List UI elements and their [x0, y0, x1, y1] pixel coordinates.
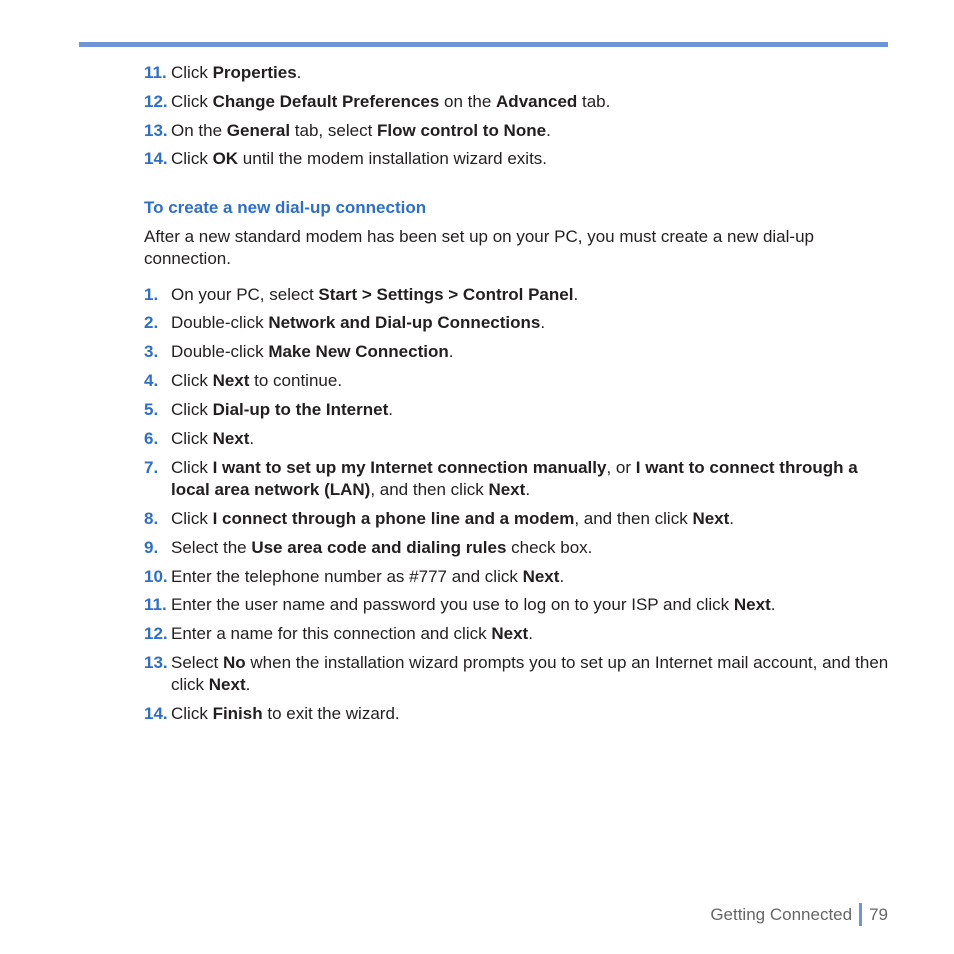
- step-text-segment: On your PC, select: [171, 285, 319, 304]
- step-text-segment: .: [573, 285, 579, 304]
- step-number: 11.: [144, 63, 167, 82]
- ui-term: No: [222, 653, 246, 672]
- ui-term: I want to connect through a local area network (LAN): [171, 458, 858, 499]
- top-rule: [79, 42, 888, 47]
- list-item: [144, 508, 889, 530]
- list-item: [144, 370, 889, 392]
- list-item: [144, 120, 889, 142]
- step-number: 11.: [144, 595, 167, 614]
- step-text-segment: until the modem installation wizard exits.: [238, 149, 548, 168]
- ui-term: I connect through a phone line and a modem: [212, 509, 575, 528]
- step-number: 7.: [144, 458, 159, 477]
- list-item: [144, 341, 889, 363]
- step-text-segment: on the: [439, 92, 497, 111]
- step-text-segment: Enter a name for this connection and click: [171, 624, 492, 643]
- list-item: [144, 428, 889, 450]
- ui-term: I want to set up my Internet connection manually: [212, 458, 607, 477]
- step-number: 14.: [144, 704, 168, 723]
- ui-term: Next: [522, 567, 560, 586]
- page-footer: [710, 903, 888, 926]
- step-number: 3.: [144, 342, 159, 361]
- step-number: 9.: [144, 538, 159, 557]
- ui-term: Dial-up to the Internet: [212, 400, 389, 419]
- step-text-segment: .: [729, 509, 735, 528]
- section-heading: To create a new dial-up connection: [144, 198, 427, 217]
- list-item: [144, 312, 889, 334]
- step-text-segment: to continue.: [249, 371, 343, 390]
- step-text-segment: .: [296, 63, 302, 82]
- step-text-segment: .: [525, 480, 531, 499]
- step-text-segment: Click: [171, 63, 213, 82]
- step-text-segment: , and then click: [370, 480, 489, 499]
- ui-term: General: [226, 121, 291, 140]
- list-item: [144, 457, 889, 501]
- list-item: [144, 566, 889, 588]
- step-text-segment: to exit the wizard.: [262, 704, 400, 723]
- step-text-segment: .: [546, 121, 551, 140]
- step-text: [171, 537, 889, 559]
- footer-section-title: Getting Connected: [710, 904, 853, 924]
- step-text: [171, 148, 889, 170]
- step-number: 10.: [144, 567, 168, 586]
- step-text: [171, 428, 889, 450]
- list-item: [144, 148, 889, 170]
- step-text: [171, 594, 889, 616]
- step-text-segment: Double-click: [171, 342, 269, 361]
- step-text-segment: tab.: [577, 92, 611, 111]
- step-text-segment: .: [540, 313, 546, 332]
- ui-term: Next: [488, 480, 526, 499]
- ui-term: OK: [212, 149, 239, 168]
- step-text-segment: Click: [171, 429, 213, 448]
- step-text: [171, 399, 889, 421]
- step-text-segment: when the installation wizard prompts you to set up an Internet mail account, and then click: [171, 653, 889, 694]
- list-item: [144, 399, 889, 421]
- page-number: 79: [869, 904, 888, 924]
- intro-paragraph: After a new standard modem has been set up on your PC, you must create a new dial-up connection.: [144, 227, 814, 268]
- step-text-segment: , and then click: [574, 509, 693, 528]
- step-text-segment: Select the: [171, 538, 252, 557]
- step-text: [171, 312, 889, 334]
- list-item: [144, 652, 889, 696]
- step-text-segment: .: [245, 675, 251, 694]
- step-number: 6.: [144, 429, 159, 448]
- ui-term: Network and Dial-up Connections: [268, 313, 541, 332]
- ui-term: Use area code and dialing rules: [251, 538, 507, 557]
- step-text-segment: check box.: [506, 538, 593, 557]
- step-text-segment: Click: [171, 400, 213, 419]
- step-number: 14.: [144, 149, 168, 168]
- ui-term: Next: [692, 509, 730, 528]
- list-item: [144, 62, 889, 84]
- step-text: [171, 703, 889, 725]
- step-text-segment: Click: [171, 704, 213, 723]
- ui-term: Next: [733, 595, 771, 614]
- step-text-segment: Click: [171, 509, 213, 528]
- step-number: 12.: [144, 92, 168, 111]
- footer-divider: [859, 903, 862, 926]
- step-text: [171, 120, 889, 142]
- step-text-segment: .: [448, 342, 454, 361]
- step-number: 12.: [144, 624, 168, 643]
- step-text: [171, 62, 889, 84]
- step-text-segment: .: [528, 624, 533, 643]
- step-text: [171, 508, 889, 530]
- step-text: [171, 566, 889, 588]
- step-text-segment: Click: [171, 149, 213, 168]
- step-text-segment: Enter the telephone number as #777 and click: [171, 567, 523, 586]
- list-item: [144, 537, 889, 559]
- step-text-segment: Click: [171, 371, 213, 390]
- ui-term: Flow control to None: [377, 121, 547, 140]
- list-item: [144, 91, 889, 113]
- list-item: [144, 284, 889, 306]
- step-number: 13.: [144, 653, 168, 672]
- step-number: 4.: [144, 371, 159, 390]
- step-text-segment: .: [559, 567, 565, 586]
- step-text: [171, 457, 889, 501]
- step-text: [171, 91, 889, 113]
- list-item: [144, 594, 889, 616]
- step-number: 8.: [144, 509, 159, 528]
- step-text-segment: Select: [171, 653, 223, 672]
- step-text: [171, 341, 889, 363]
- step-text-segment: .: [770, 595, 776, 614]
- step-text-segment: .: [388, 400, 393, 419]
- step-text-segment: Double-click: [171, 313, 269, 332]
- list-item: [144, 623, 889, 645]
- step-text-segment: Enter the user name and password you use to log on to your ISP and click: [171, 595, 734, 614]
- step-text-segment: Click: [171, 458, 213, 477]
- ui-term: Next: [212, 371, 250, 390]
- ui-term: Make New Connection: [268, 342, 449, 361]
- ui-term: Advanced: [496, 92, 578, 111]
- ui-term: Next: [212, 429, 250, 448]
- ui-term: Next: [208, 675, 246, 694]
- step-text-segment: Click: [171, 92, 213, 111]
- ui-term: Finish: [212, 704, 263, 723]
- step-number: 13.: [144, 121, 168, 140]
- step-text: [171, 652, 889, 696]
- ui-term: Start > Settings > Control Panel: [318, 285, 574, 304]
- step-text-segment: .: [249, 429, 255, 448]
- ui-term: Next: [491, 624, 529, 643]
- ui-term: Change Default Preferences: [212, 92, 440, 111]
- step-number: 2.: [144, 313, 159, 332]
- ui-term: Properties: [212, 63, 297, 82]
- step-number: 5.: [144, 400, 159, 419]
- step-number: 1.: [144, 285, 159, 304]
- step-text: [171, 623, 889, 645]
- step-text: [171, 284, 889, 306]
- step-text-segment: , or: [606, 458, 636, 477]
- step-text-segment: On the: [171, 121, 227, 140]
- list-item: [144, 703, 889, 725]
- step-text: [171, 370, 889, 392]
- step-text-segment: tab, select: [290, 121, 378, 140]
